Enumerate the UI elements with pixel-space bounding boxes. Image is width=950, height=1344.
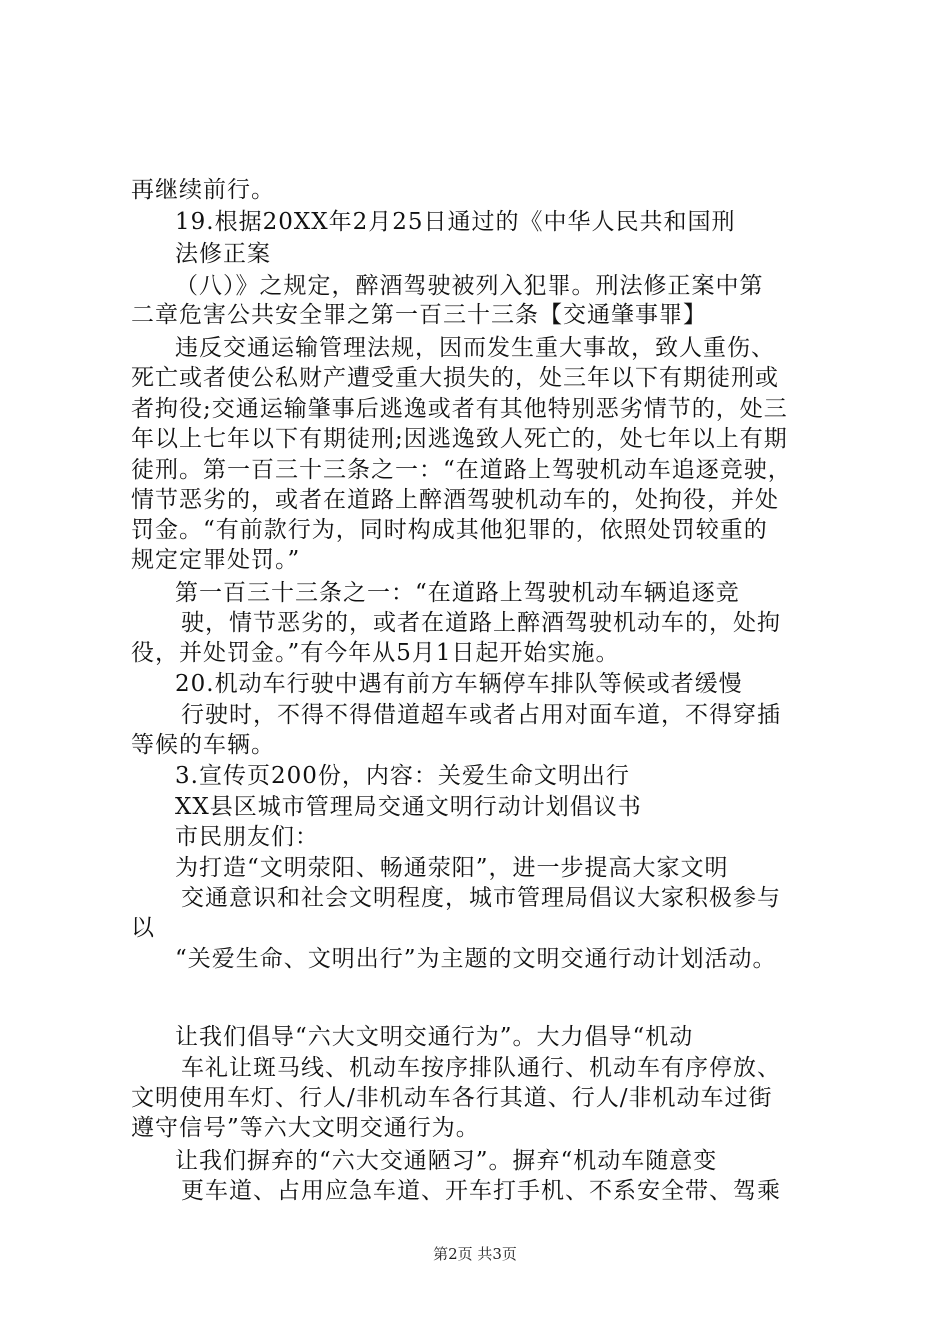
text-line: 车礼让斑马线、机动车按序排队通行、机动车有序停放、 (181, 1055, 781, 1081)
text-line: 二章危害公共安全罪之第一百三十三条【交通肇事罪】 (131, 302, 707, 328)
page-footer: 第2页 共3页 (433, 1245, 517, 1263)
text-line: “关爱生命、文明出行”为主题的文明交通行动计划活动。 (175, 946, 777, 972)
text-line: 情节恶劣的，或者在道路上醉酒驾驶机动车的，处拘役，并处 (131, 487, 779, 513)
text-line: 遵守信号”等六大文明交通行为。 (131, 1115, 480, 1141)
text-line: （八）》之规定，醉酒驾驶被列入犯罪。刑法修正案中第 (175, 273, 764, 299)
text-line: 3.宣传页200份，内容：关爱生命文明出行 (175, 763, 630, 789)
text-line: 役，并处罚金。”有今年从5月1日起开始实施。 (131, 640, 620, 666)
text-line: 市民朋友们： (175, 824, 319, 850)
text-line: 违反交通运输管理法规，因而发生重大事故，致人重伤、 (175, 335, 775, 361)
text-line: 徒刑。第一百三十三条之一：“在道路上驾驶机动车追逐竞驶， (131, 457, 792, 483)
text-line: 更车道、占用应急车道、开车打手机、不系安全带、驾乘 (181, 1178, 781, 1204)
text-line: 等候的车辆。 (131, 732, 275, 758)
text-line: 以 (131, 915, 155, 941)
text-line: 法修正案 (175, 241, 271, 267)
text-line: 再继续前行。 (131, 177, 275, 203)
text-line: 第一百三十三条之一：“在道路上驾驶机动车辆追逐竞 (175, 580, 740, 606)
text-line: 交通意识和社会文明程度，城市管理局倡议大家积极参与 (181, 885, 781, 911)
text-line: 规定定罪处罚。” (131, 547, 301, 573)
text-line: 19.根据20XX年2月25日通过的《中华人民共和国刑 (175, 209, 736, 235)
text-line: 文明使用车灯、行人/非机动车各行其道、行人/非机动车过街 (131, 1085, 773, 1111)
text-line: 让我们摒弃的“六大交通陋习”。摒弃“机动车随意变 (175, 1148, 718, 1174)
text-line: 死亡或者使公私财产遭受重大损失的，处三年以下有期徒刑或 (131, 365, 779, 391)
text-line: 为打造“文明荥阳、畅通荥阳”，进一步提高大家文明 (175, 855, 729, 881)
text-line: 行驶时，不得不得借道超车或者占用对面车道，不得穿插 (181, 702, 781, 728)
text-line: 让我们倡导“六大文明交通行为”。大力倡导“机动 (175, 1024, 694, 1050)
text-line: 罚金。“有前款行为，同时构成其他犯罪的，依照处罚较重的 (131, 517, 768, 543)
text-line: 20.机动车行驶中遇有前方车辆停车排队等候或者缓慢 (175, 671, 743, 697)
text-line: XX县区城市管理局交通文明行动计划倡议书 (175, 794, 642, 820)
text-line: 年以上七年以下有期徒刑;因逃逸致人死亡的，处七年以上有期 (131, 426, 788, 452)
text-line: 者拘役;交通运输肇事后逃逸或者有其他特别恶劣情节的，处三 (131, 396, 788, 422)
text-line: 驶，情节恶劣的，或者在道路上醉酒驾驶机动车的，处拘 (181, 610, 781, 636)
